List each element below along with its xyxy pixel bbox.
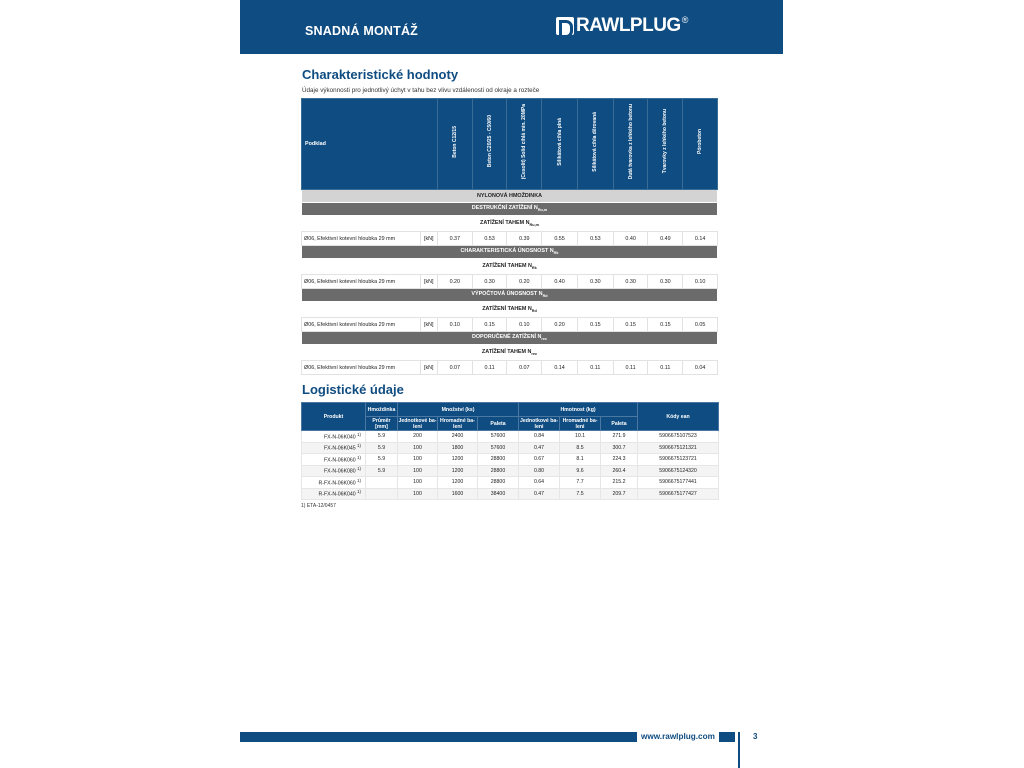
document-page — [240, 0, 783, 768]
cell-w1: 0.80 — [519, 465, 560, 477]
table-row — [302, 431, 719, 443]
value-cell: 0.07 — [507, 361, 542, 375]
section-row — [302, 190, 718, 203]
header-title: SNADNÁ MONTÁŽ — [305, 24, 419, 38]
logistics-heading: Logistické údaje — [302, 382, 404, 397]
value-cell: 0.53 — [472, 232, 507, 246]
table-row — [302, 232, 718, 246]
col-substrate — [542, 99, 578, 190]
col-substrate-label: Silikátová cihla plná — [556, 117, 563, 166]
cell-ean: 5906675107523 — [638, 431, 719, 443]
value-cell: 0.40 — [542, 275, 578, 289]
col-substrate — [507, 99, 542, 190]
h-prumer: Průměr [mm] — [366, 417, 398, 431]
cell-q1: 200 — [398, 431, 438, 443]
row-label: Ø06, Efektivní kotevní hloubka 29 mm — [302, 232, 421, 246]
product-cell: FX-N-06K045 $^{1)}$ — [302, 442, 366, 454]
table-row — [302, 361, 718, 375]
h-kody-ean: Kódy ean — [638, 403, 719, 431]
cell-q1: 100 — [398, 454, 438, 466]
page-header — [240, 0, 783, 54]
logo-text: RAWLPLUG — [576, 15, 681, 36]
h-jednotkove-kg: Jednotkové ba-leni — [519, 417, 559, 430]
table-row — [302, 275, 718, 289]
table-row — [302, 318, 718, 332]
value-cell: 0.15 — [577, 318, 613, 332]
row-label: Ø06, Efektivní kotevní hloubka 29 mm — [302, 318, 421, 332]
col-substrate-label: Tvarovky z lehkého betonu — [662, 109, 669, 174]
h-jednotkove-ks: Jednotkové ba-leni — [398, 417, 437, 430]
page-number: 3 — [753, 732, 758, 741]
product-cell: R-FX-N-06K040 $^{1)}$ — [302, 488, 366, 500]
cell-q2: 1600 — [438, 488, 478, 500]
col-substrate — [613, 99, 648, 190]
cell-q2: 1200 — [438, 454, 478, 466]
load-label: ZATÍŽENÍ TAHEM $N_{Ru,m}$ — [302, 216, 718, 232]
cell-q3: 57600 — [478, 442, 519, 454]
col-substrate-label: Pórobeton — [697, 129, 704, 154]
value-cell: 0.10 — [683, 275, 718, 289]
value-cell: 0.11 — [577, 361, 613, 375]
row-unit: [kN] — [420, 361, 437, 375]
row-unit: [kN] — [420, 318, 437, 332]
cell-w1: 0.67 — [519, 454, 560, 466]
table-row — [302, 465, 719, 477]
cell-q2: 1800 — [438, 442, 478, 454]
value-cell: 0.20 — [542, 318, 578, 332]
cell-w1: 0.47 — [519, 488, 560, 500]
value-cell: 0.11 — [648, 361, 683, 375]
col-substrate-label: Beton C20/25 - C50/60 — [486, 115, 493, 168]
value-cell: 0.40 — [613, 232, 648, 246]
cell-w1: 0.64 — [519, 477, 560, 489]
cell-q3: 28800 — [478, 465, 519, 477]
cell-q2: 1200 — [438, 465, 478, 477]
col-substrate — [683, 99, 718, 190]
cell-q3: 57600 — [478, 431, 519, 443]
row-unit: [kN] — [420, 232, 437, 246]
value-cell: 0.14 — [542, 361, 578, 375]
cell-q1: 100 — [398, 442, 438, 454]
value-cell: 0.07 — [437, 361, 472, 375]
cell-w1: 0.84 — [519, 431, 560, 443]
value-cell: 0.53 — [577, 232, 613, 246]
value-cell: 0.20 — [437, 275, 472, 289]
cell-ean: 5906675124320 — [638, 465, 719, 477]
cell-d: 5.9 — [366, 454, 398, 466]
section-title: VÝPOČTOVÁ ÚNOSNOST $N_{Rd}$ — [302, 289, 718, 302]
cell-w2: 8.1 — [560, 454, 601, 466]
value-cell: 0.30 — [472, 275, 507, 289]
h-paleta-ks: Paleta — [478, 417, 519, 431]
registered-mark: ® — [681, 15, 689, 25]
value-cell: 0.30 — [577, 275, 613, 289]
footnote: 1) ETA-12/0457 — [301, 503, 336, 509]
col-substrate — [577, 99, 613, 190]
cell-w1: 0.47 — [519, 442, 560, 454]
cell-d — [366, 488, 398, 500]
col-podklad: Podklad — [302, 99, 438, 190]
value-cell: 0.04 — [683, 361, 718, 375]
row-unit: [kN] — [420, 275, 437, 289]
value-cell: 0.14 — [683, 232, 718, 246]
cell-d — [366, 477, 398, 489]
section-main: NYLONOVÁ HMOŽDINKA — [302, 190, 718, 203]
cell-d: 5.9 — [366, 465, 398, 477]
cell-w2: 7.5 — [560, 488, 601, 500]
cell-d: 5.9 — [366, 431, 398, 443]
logistics-table — [301, 402, 719, 500]
cell-w2: 10.1 — [560, 431, 601, 443]
rawlplug-mark-icon — [556, 17, 574, 35]
col-substrate-label: Silikátová cihla děrovaná — [592, 111, 599, 172]
char-heading: Charakteristické hodnoty — [302, 67, 459, 82]
cell-q1: 100 — [398, 465, 438, 477]
cell-q3: 28800 — [478, 477, 519, 489]
h-paleta-kg: Paleta — [601, 417, 638, 431]
value-cell: 0.15 — [472, 318, 507, 332]
h-hmotnost: Hmotnost (kg) — [519, 403, 638, 417]
product-cell: R-FX-N-06K060 $^{1)}$ — [302, 477, 366, 489]
value-cell: 0.20 — [507, 275, 542, 289]
h-hmozdinka: Hmoždinka — [366, 403, 398, 417]
product-cell: FX-N-06K060 $^{1)}$ — [302, 454, 366, 466]
value-cell: 0.39 — [507, 232, 542, 246]
col-substrate-label: (Cesolit) Solid cihlá min. 20MPa — [521, 103, 528, 180]
characteristics-table — [301, 98, 718, 375]
value-cell: 0.15 — [648, 318, 683, 332]
cell-w3: 224.3 — [601, 454, 638, 466]
value-cell: 0.11 — [472, 361, 507, 375]
value-cell: 0.49 — [648, 232, 683, 246]
cell-w2: 9.6 — [560, 465, 601, 477]
section-title: DOPORUČENÉ ZATÍŽENÍ $N_{rec}$ — [302, 332, 718, 345]
cell-ean: 5906675177441 — [638, 477, 719, 489]
cell-d: 5.9 — [366, 442, 398, 454]
cell-w3: 215.2 — [601, 477, 638, 489]
col-substrate — [472, 99, 507, 190]
h-mnozstvi: Množství (ks) — [398, 403, 519, 417]
cell-w2: 8.5 — [560, 442, 601, 454]
footer-url-link[interactable]: www.rawlplug.com — [637, 732, 719, 742]
footer-separator — [738, 732, 740, 768]
value-cell: 0.05 — [683, 318, 718, 332]
cell-q2: 2400 — [438, 431, 478, 443]
cell-ean: 5906675123721 — [638, 454, 719, 466]
cell-q1: 100 — [398, 477, 438, 489]
value-cell: 0.15 — [613, 318, 648, 332]
value-cell: 0.30 — [648, 275, 683, 289]
row-label: Ø06, Efektivní kotevní hloubka 29 mm — [302, 361, 421, 375]
cell-ean: 5906675121321 — [638, 442, 719, 454]
product-cell: FX-N-06K080 $^{1)}$ — [302, 465, 366, 477]
cell-ean: 5906675177427 — [638, 488, 719, 500]
value-cell: 0.55 — [542, 232, 578, 246]
row-label: Ø06, Efektivní kotevní hloubka 29 mm — [302, 275, 421, 289]
load-label: ZATÍŽENÍ TAHEM $N_{Rk}$ — [302, 259, 718, 275]
char-subtitle: Údaje výkonnosti pro jednotlivý úchyt v tahu bez vlivu vzdálenosti od okraje a rozteče — [302, 87, 540, 94]
section-title: DESTRUKČNÍ ZATÍŽENÍ $N_{Ru,m}$ — [302, 203, 718, 216]
table-row — [302, 442, 719, 454]
value-cell: 0.30 — [613, 275, 648, 289]
cell-q3: 28800 — [478, 454, 519, 466]
cell-q2: 1200 — [438, 477, 478, 489]
cell-w3: 271.9 — [601, 431, 638, 443]
cell-w2: 7.7 — [560, 477, 601, 489]
value-cell: 0.11 — [613, 361, 648, 375]
value-cell: 0.10 — [437, 318, 472, 332]
product-cell: FX-N-06K040 $^{1)}$ — [302, 431, 366, 443]
table-row — [302, 488, 719, 500]
section-title: CHARAKTERISTICKÁ ÚNOSNOST $N_{Rk}$ — [302, 246, 718, 259]
table-row — [302, 477, 719, 489]
load-label: ZATÍŽENÍ TAHEM $N_{Rd}$ — [302, 302, 718, 318]
col-substrate-label: Beton C12/15 — [451, 125, 458, 158]
h-hromadne-kg: Hromadné ba-leni — [560, 417, 601, 431]
cell-w3: 300.7 — [601, 442, 638, 454]
col-substrate — [437, 99, 472, 190]
cell-q3: 38400 — [478, 488, 519, 500]
cell-w3: 260.4 — [601, 465, 638, 477]
value-cell: 0.37 — [437, 232, 472, 246]
table-row — [302, 454, 719, 466]
cell-w3: 209.7 — [601, 488, 638, 500]
load-label: ZATÍŽENÍ TAHEM $N_{rec}$ — [302, 345, 718, 361]
cell-q1: 100 — [398, 488, 438, 500]
value-cell: 0.10 — [507, 318, 542, 332]
col-substrate-label: Dutá tvarovka z lehkého betonu — [627, 103, 634, 180]
col-substrate — [648, 99, 683, 190]
rawlplug-logo — [556, 15, 688, 37]
h-hromadne-ks: Hromadné ba-leni — [438, 417, 478, 431]
h-produkt: Produkt — [302, 403, 366, 431]
